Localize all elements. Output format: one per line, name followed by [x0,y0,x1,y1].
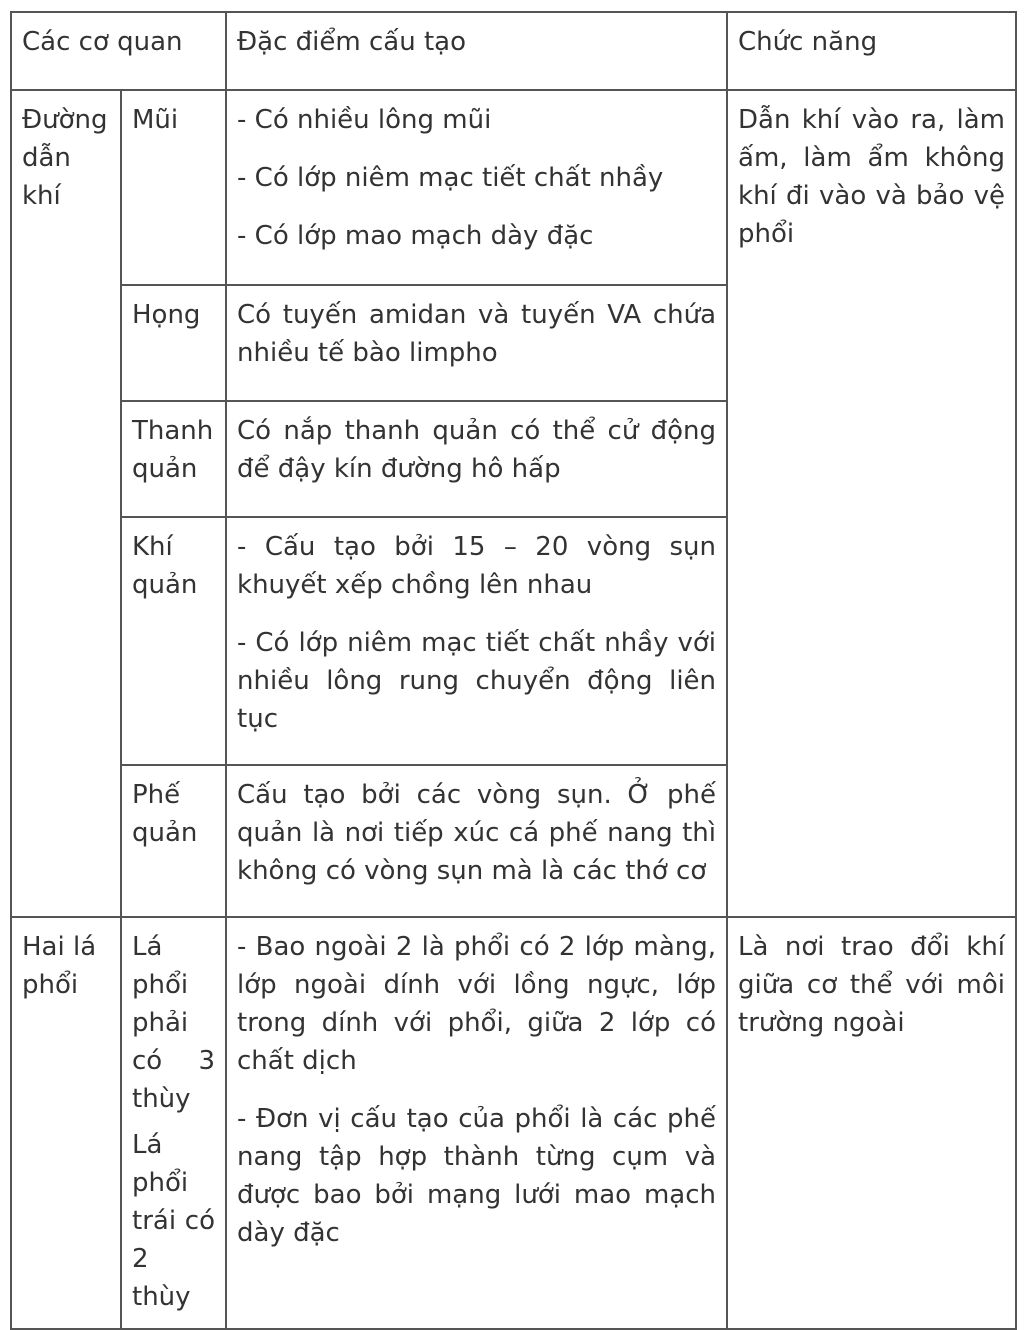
structure-nose [226,90,727,285]
structure-line: - Có lớp mao mạch dày đặc [237,221,594,251]
respiratory-organs-table [10,11,1017,1330]
structure-line: - Cấu tạo bởi 15 – 20 vòng sụn khuyết xếp chồng lên nhau [237,532,717,600]
organ-larynx: Thanh quản [121,401,226,517]
organ-bronchi: Phế quản [121,765,226,917]
organ-lungs [121,917,226,1329]
header-organs: Các cơ quan [11,12,226,90]
structure-trachea [226,517,727,765]
header-structure: Đặc điểm cấu tạo [226,12,727,90]
structure-line: Có nắp thanh quản có thể cử động để đậy kín đường hô hấp [237,416,717,484]
structure-line: - Có lớp niêm mạc tiết chất nhầy với nhiều lông rung chuyển động liên tục [237,628,717,734]
organ-trachea: Khí quản [121,517,226,765]
structure-pharynx [226,285,727,401]
structure-line: - Đơn vị cấu tạo của phổi là các phế nang tập hợp thành từng cụm và được bao bởi mạng lưới mao mạch dày đặc [237,1104,717,1248]
organ-line: Lá phổi phải có 3 thùy [132,932,216,1114]
structure-line: - Bao ngoài 2 là phổi có 2 lớp màng, lớp ngoài dính với lồng ngực, lớp trong dính với phổi, giữa 2 lớp có chất dịch [237,932,717,1076]
header-function: Chức năng [727,12,1016,90]
table-row [11,90,1016,285]
structure-line: - Có nhiều lông mũi [237,105,492,135]
group-lungs: Hai lá phổi [11,917,121,1329]
organ-line: Lá phổi trái có 2 thùy [132,1130,216,1312]
table-header-row [11,12,1016,90]
table-row [11,917,1016,1329]
function-airway: Dẫn khí vào ra, làm ấm, làm ẩm không khí đi vào và bảo vệ phổi [727,90,1016,917]
function-lungs: Là nơi trao đổi khí giữa cơ thể với môi trường ngoài [727,917,1016,1329]
structure-lungs [226,917,727,1329]
organ-pharynx: Họng [121,285,226,401]
structure-line: - Có lớp niêm mạc tiết chất nhầy [237,163,664,193]
structure-line: Có tuyến amidan và tuyến VA chứa nhiều tế bào limpho [237,300,717,368]
structure-larynx [226,401,727,517]
structure-line: Cấu tạo bởi các vòng sụn. Ở phế quản là nơi tiếp xúc cá phế nang thì không có vòng sụn mà là các thớ cơ [237,780,717,886]
structure-bronchi [226,765,727,917]
group-airway: Đường dẫn khí [11,90,121,917]
organ-nose: Mũi [121,90,226,285]
